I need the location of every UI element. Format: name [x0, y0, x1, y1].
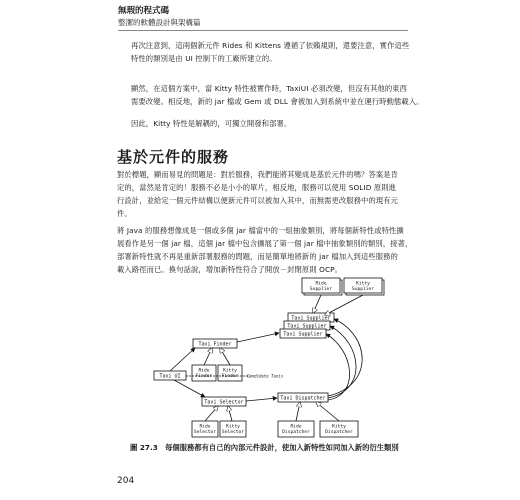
- taxi-selector-label: Taxi Selector: [204, 399, 244, 406]
- kitty-selector-arrow: [228, 406, 232, 421]
- book-subtitle: 整潔的軟體設計與架構篇: [118, 18, 201, 27]
- ride-finder-label: Ride Finder: [195, 368, 213, 379]
- dispatcher-to-supplier-arrow-2: [328, 326, 356, 398]
- paragraph-5: [117, 224, 412, 276]
- kitty-supplier-label: Kitty Supplier: [351, 281, 375, 292]
- candidate-taxis-label: Candidate Taxis: [246, 373, 284, 379]
- paragraph-line: 部署新特性就不再是重新部署服務的問題，而是簡單地將新的 jar 檔加入到這些服務的: [117, 252, 398, 261]
- ride-supplier-label: Ride Supplier: [309, 281, 333, 292]
- paragraph-line: 需要改變。相反地，新的 jar 檔或 Gem 或 DLL 會被加入到系統中並在運行時動態載入。: [131, 97, 424, 106]
- ride-dispatcher-arrow: [296, 402, 300, 421]
- paragraph-line: 再次注意到，這兩個新元件 Rides 和 Kittens 遵循了依賴規則，還要注意，實作這些: [131, 41, 410, 50]
- book-title: 無瑕的程式碼: [118, 6, 170, 16]
- taxi-finder-label: Taxi Finder: [198, 341, 232, 348]
- paragraph-line: 將 Java 的服務想像成是一個或多個 jar 檔當中的一組抽象類別，將每個新特性或特性擴: [117, 226, 404, 235]
- ride-selector-arrow: [205, 406, 218, 421]
- paragraph-line: 行設計，並給定一個元件結構以便新元件可以被加入其中，而無需更改服務中的現有元: [117, 196, 399, 205]
- taxi-supplier-label-1: Taxi Supplier: [283, 331, 323, 338]
- paragraph-line: 載入路徑而已。換句話說，增加新特性符合了開放－封閉原則 OCP。: [117, 265, 343, 274]
- dispatcher-to-supplier-arrow-1: [328, 319, 362, 396]
- kitty-selector-label: Kitty Selector: [221, 424, 245, 435]
- ride-dispatcher-label: Ride Dispatcher: [282, 424, 310, 435]
- kitty-dispatcher-label: Kitty Dispatcher: [325, 424, 353, 435]
- taxi-dispatcher-label: Taxi Dispatcher: [280, 395, 326, 402]
- finder-to-supplier-arrow: [237, 333, 279, 342]
- taxi-supplier-label-3: Taxi Supplier: [291, 315, 331, 322]
- taxi-ui-label: Taxi UI: [159, 373, 181, 380]
- paragraph-line: 展看作是另一個 jar 檔，這個 jar 檔中包含擴展了第一個 jar 檔中抽象類別的類別，接著，: [117, 239, 413, 248]
- paragraph-line: 定的，當然是肯定的！服務不必是小小的單片，相反地，服務可以使用 SOLID 原則進: [117, 183, 397, 192]
- component-diagram: [150, 275, 400, 440]
- paragraph-1: [131, 39, 409, 65]
- ui-to-selector-arrow: [174, 380, 205, 397]
- selector-to-dispatcher-arrow: [246, 398, 277, 401]
- paragraph-3: [131, 117, 291, 130]
- ride-selector-label: Ride Selector: [193, 424, 217, 435]
- paragraph-line: 顯然，在這個方案中，當 Kitty 特性被實作時，TaxiUI 必須改變，但沒有其他的東西: [131, 84, 408, 93]
- section-title: 基於元件的服務: [117, 148, 230, 166]
- page-number: 204: [117, 476, 135, 486]
- paragraph-2: [131, 82, 424, 108]
- paragraph-line: 特性的類別是由 UI 控制下的工廠所建立的。: [131, 54, 277, 63]
- kitty-finder-label: Kitty Finder: [221, 368, 239, 379]
- ride-supplier-arrow: [313, 295, 321, 313]
- kitty-finder-arrow: [220, 348, 230, 365]
- figure-caption: 圖 27.3 每個服務都有自己的內部元件設計，使加入新特性如同加入新的衍生類別: [130, 443, 399, 452]
- kitty-supplier-arrow: [325, 295, 363, 315]
- taxi-supplier-label-2: Taxi Supplier: [287, 323, 327, 330]
- paragraph-line: 因此，Kitty 特性是解耦的，可獨立開發和部署。: [131, 119, 292, 128]
- header-rule: [118, 30, 408, 31]
- paragraph-4: [117, 168, 398, 220]
- running-head: [118, 6, 201, 28]
- paragraph-line: 件。: [117, 209, 132, 218]
- kitty-dispatcher-arrow: [316, 402, 339, 421]
- ui-to-finder-arrow: [170, 348, 195, 371]
- paragraph-line: 對於標題，顯而易見的問題是：對於服務，我們能將其變成是基於元件的嗎？答案是肯: [117, 170, 399, 179]
- ride-finder-arrow: [204, 348, 212, 365]
